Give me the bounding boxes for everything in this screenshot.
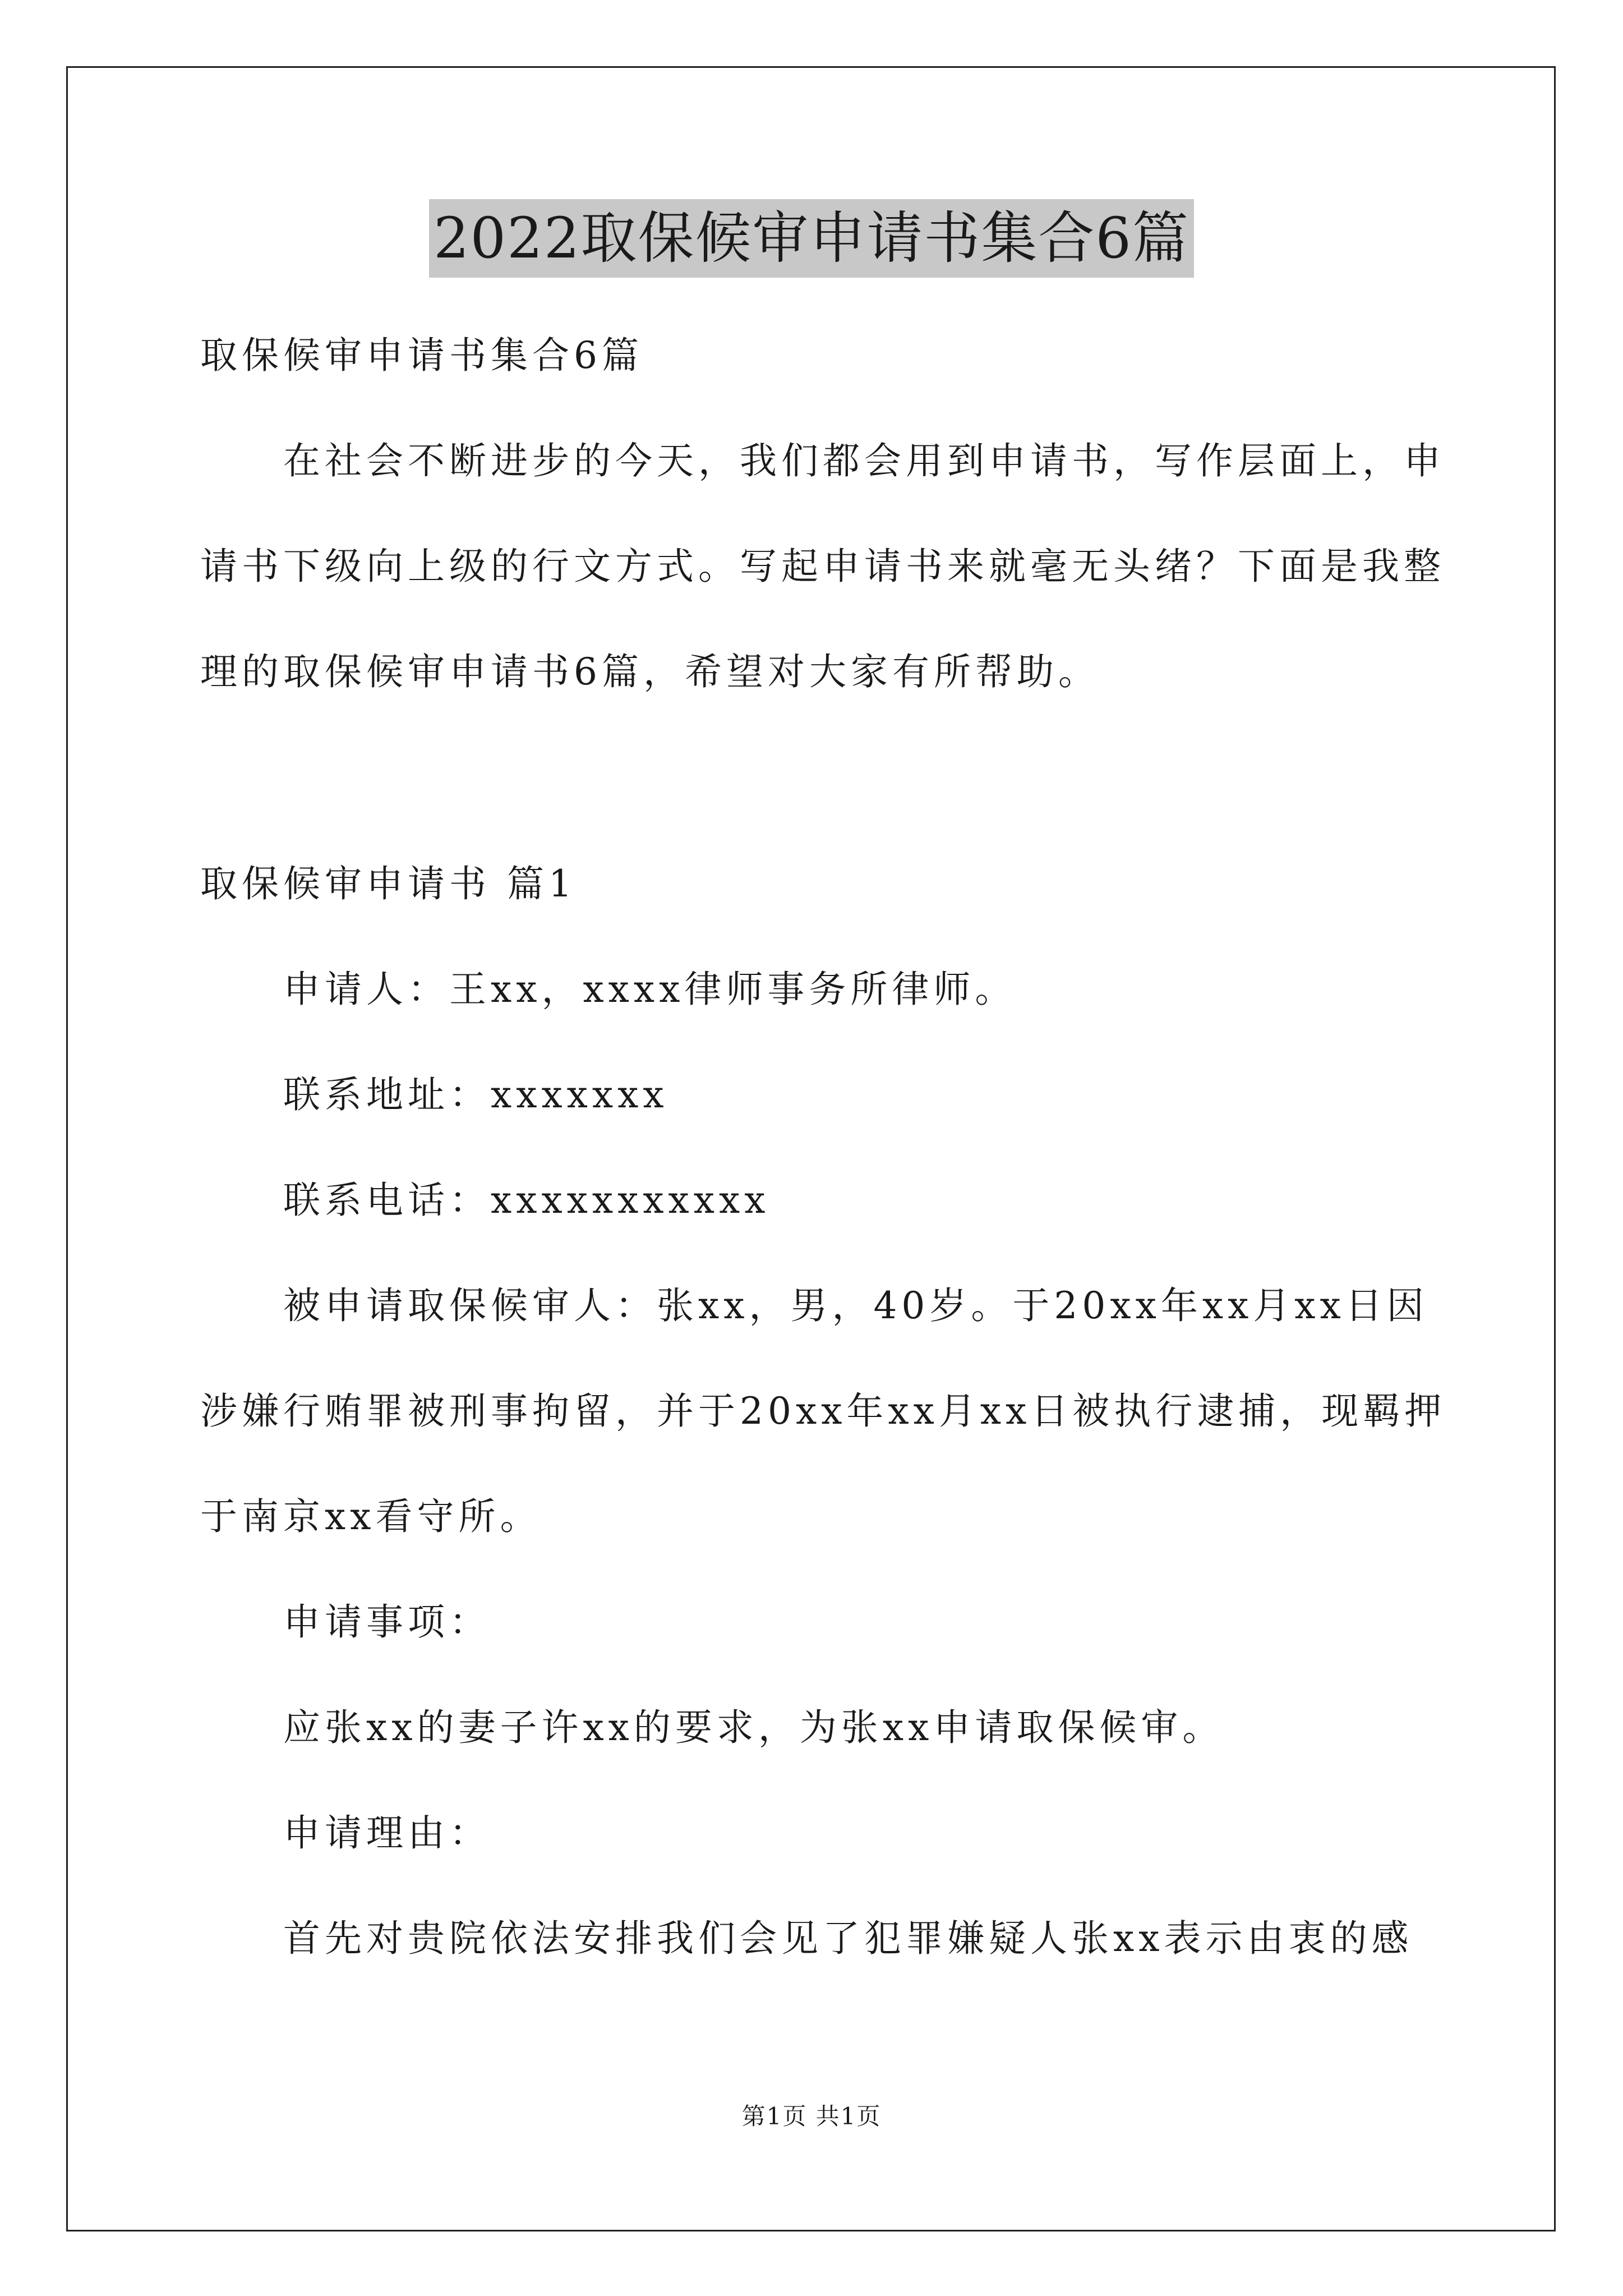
intro-line-2: 请书下级向上级的行文方式。写起申请书来就毫无头绪？下面是我整 — [200, 545, 1445, 588]
reasons-line-1: 首先对贵院依法安排我们会见了犯罪嫌疑人张xx表示由衷的感 — [283, 1917, 1413, 1960]
address-line: 联系地址：xxxxxxx — [283, 1073, 668, 1116]
request-items-text: 应张xx的妻子许xx的要求，为张xx申请取保候审。 — [283, 1706, 1224, 1749]
respondent-line-2: 涉嫌行贿罪被刑事拘留，并于20xx年xx月xx日被执行逮捕，现羁押 — [200, 1389, 1446, 1433]
page-footer: 第1页 共1页 — [741, 2102, 882, 2130]
reasons-heading: 申请理由： — [283, 1811, 491, 1855]
document-title: 2022取保候审申请书集合6篇 — [429, 199, 1194, 278]
intro-line-1: 在社会不断进步的今天，我们都会用到申请书，写作层面上，申 — [283, 439, 1445, 482]
respondent-line-1: 被申请取保候审人：张xx，男，40岁。于20xx年xx月xx日因 — [283, 1284, 1428, 1327]
subtitle-paragraph: 取保候审申请书集合6篇 — [200, 334, 643, 377]
respondent-line-3: 于南京xx看守所。 — [200, 1495, 542, 1538]
intro-line-3: 理的取保候审申请书6篇，希望对大家有所帮助。 — [200, 650, 1100, 693]
request-items-heading: 申请事项： — [283, 1600, 491, 1644]
title-container — [0, 199, 1623, 278]
applicant-line: 申请人：王xx，xxxx律师事务所律师。 — [283, 968, 1017, 1011]
phone-line: 联系电话：xxxxxxxxxxx — [283, 1179, 770, 1222]
section-heading: 取保候审申请书 篇1 — [200, 862, 577, 905]
document-body — [200, 303, 1446, 1991]
